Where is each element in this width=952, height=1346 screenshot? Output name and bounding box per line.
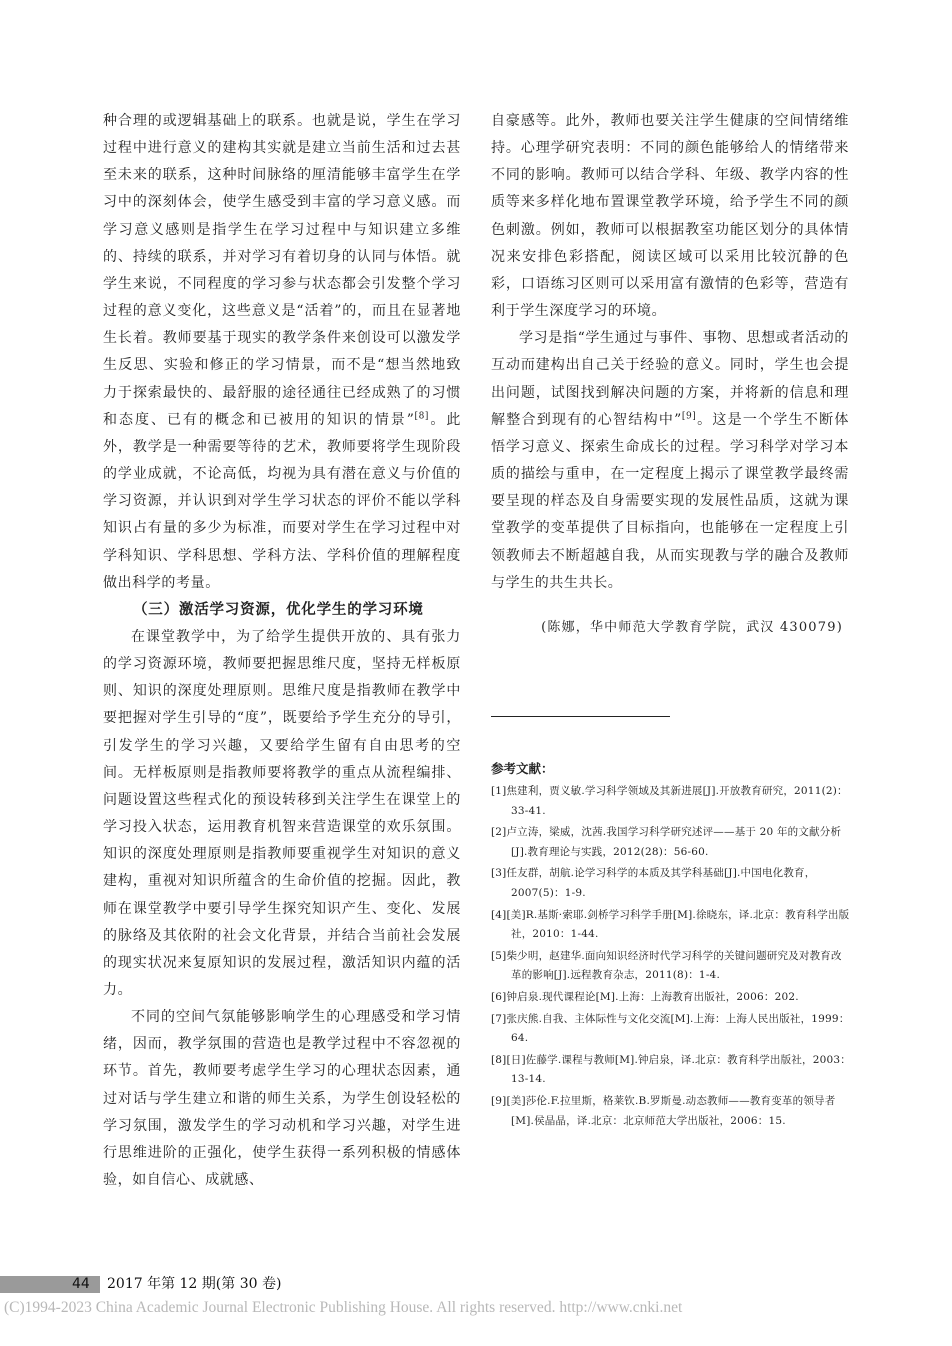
reference-item: [3]任友群，胡航.论学习科学的本质及其学科基础[J].中国电化教育，2007(5)：1-9.: [491, 867, 816, 899]
page-number: 44: [72, 1276, 90, 1292]
body-paragraph: [491, 325, 849, 597]
copyright-watermark: (C)1994-2023 China Academic Journal Electronic Publishing House. All rights reserved. http://www.cnki.net: [4, 1299, 683, 1316]
references-list: [491, 782, 851, 1133]
author-affiliation: (陈娜，华中师范大学教育学院，武汉 430079): [541, 619, 843, 635]
paragraph-text: 。这是一个学生不断体悟学习意义、探索生命成长的过程。学习科学对学习本质的描绘与重申，在一定程度上揭示了课堂教学最终需要呈现的样态及自身需要实现的发展性品质，这就为课堂教学的变革提供了目标指向，也能够在一定程度上引领教师去不断超越自我，从而实现教与学的融合及教师与学生的共生共长。: [491, 411, 849, 591]
body-paragraph: 不同的空间气氛能够影响学生的心理感受和学习情绪，因而，教学氛围的营造也是教学过程中不容忽视的环节。首先，教师要考虑学生学习的心理状态因素，通过对话与学生建立和谐的师生关系，为学生创设轻松的学习氛围，激发学生的学习动机和学习兴趣，对学生进行思维进阶的正强化，使学生获得一系列积极的情感体验，如自信心、成就感、: [103, 1009, 461, 1189]
body-paragraph: 在课堂教学中，为了给学生提供开放的、具有张力的学习资源环境，教师要把握思维尺度，坚持无样板原则、知识的深度处理原则。思维尺度是指教师在教学中要把握对学生引导的“度”，既要给予学生充分的导引，引发学生的学习兴趣，又要给学生留有自由思考的空间。无样板原则是指教师要将教学的重点从流程编排、问题设置这些程式化的预设转移到关注学生在课堂上的学习投入状态，运用教育机智来营造课堂的欢乐氛围。知识的深度处理原则是指教师要重视学生对知识的意义建构，重视对知识所蕴含的生命价值的挖掘。因此，教师在课堂教学中要引导学生探究知识产生、变化、发展的脉络及其依附的社会文化背景，并结合当前社会发展的现实状况来复原知识的发展过程，激活知识内蕴的活力。: [103, 628, 461, 998]
reference-item: [2]卢立涛，梁威，沈茜.我国学习科学研究述评——基于 20 年的文献分析[J].教育理论与实践，2012(28)：56-60.: [491, 826, 842, 858]
references-divider: [491, 716, 670, 717]
references-title: 参考文献：: [491, 761, 554, 776]
left-column: [103, 108, 461, 1194]
paragraph-text: 学习是指“学生通过与事件、事物、思想或者活动的互动而建构出自己关于经验的意义。同时，学生也会提出问题，试图找到解决问题的方案，并将新的信息和理解整合到现有的心智结构中”: [491, 330, 849, 428]
paragraph-text: 。此外，教学是一种需要等待的艺术，教师要将学生现阶段的学业成就，不论高低，均视为具有潜在意义与价值的学习资源，并认识到对学生学习状态的评价不能以学科知识占有量的多少为标准，而要对学生在学习过程中对学科知识、学科思想、学科方法、学科价值的理解程度做出科学的考量。: [103, 411, 462, 591]
reference-item: [9][美]莎伦.F.拉里斯，格莱钦.B.罗斯曼.动态教师——教育变革的领导者[M].侯晶晶，译.北京：北京师范大学出版社，2006：15.: [491, 1095, 836, 1127]
reference-item: [7]张庆熊.自我、主体际性与文化交流[M].上海：上海人民出版社，1999：64.: [491, 1012, 850, 1045]
paragraph-text: 种合理的或逻辑基础上的联系。也就是说，学生在学习过程中进行意义的建构其实就是建立当前生活和过去甚至未来的联系，这种时间脉络的厘清能够丰富学生在学习中的深刻体会，使学生感受到丰富的学习意义感。而学习意义感则是指学生在学习过程中与知识建立多维的、持续的联系，并对学习有着切身的认同与体悟。就学生来说，不同程度的学习参与状态都会引发整个学习过程的意义变化，这些意义是“活着”的，而且在显著地生长着。教师要基于现实的教学条件来创设可以激发学生反思、实验和修正的学习情景，而不是“想当然地致力于探索最快的、最舒服的途径通往已经成熟了的习惯和态度、已有的概念和已被用的知识的情景”: [103, 113, 461, 428]
reference-item: [6]钟启泉.现代课程论[M].上海：上海教育出版社，2006：202.: [491, 990, 799, 1003]
body-paragraph: 自豪感等。此外，教师也要关注学生健康的空间情绪维持。心理学研究表明：不同的颜色能够给人的情绪带来不同的影响。教师可以结合学科、年级、教学内容的性质等来多样化地布置课堂教学环境，给予学生不同的颜色刺激。例如，教师可以根据教室功能区划分的具体情况来安排色彩搭配，阅读区域可以采用比较沉静的色彩，口语练习区则可以采用富有激情的色彩等，营造有利于学生深度学习的环境。: [491, 113, 849, 320]
right-column: [491, 108, 849, 639]
citation-marker: [8]: [414, 411, 430, 422]
section-heading: （三）激活学习资源，优化学生的学习环境: [133, 601, 424, 618]
reference-item: [1]焦建利，贾义敏.学习科学领域及其新进展[J].开放教育研究，2011(2)：33-41.: [491, 785, 848, 817]
reference-item: [8][日]佐藤学.课程与教师[M].钟启泉，译.北京：教育科学出版社，2003：13-14.: [491, 1053, 851, 1086]
citation-marker: [9]: [681, 411, 697, 422]
body-paragraph: [103, 108, 461, 597]
issue-info: 2017 年第 12 期(第 30 卷): [107, 1276, 282, 1292]
reference-item: [4][美]R.基斯·索耶.剑桥学习科学手册[M].徐晓东，译.北京：教育科学出版社，2010：1-44.: [491, 908, 850, 941]
reference-item: [5]柴少明，赵建华.面向知识经济时代学习科学的关键问题研究及对教育改革的影响[J].远程教育杂志，2011(8)：1-4.: [491, 949, 842, 982]
